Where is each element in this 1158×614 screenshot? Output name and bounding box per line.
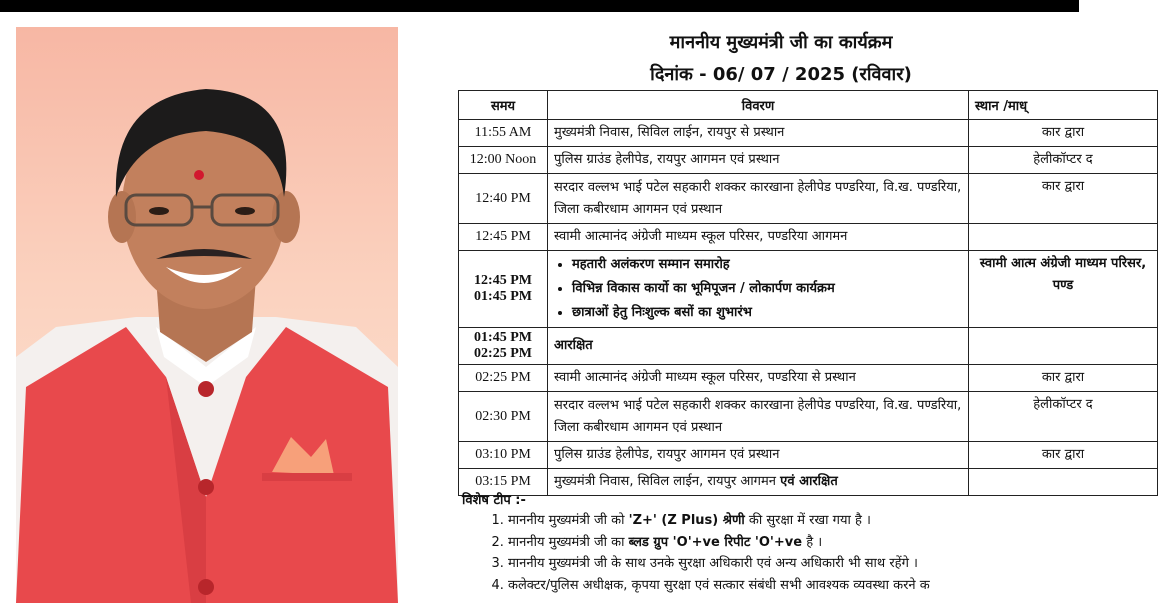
note-text: माननीय मुख्यमंत्री जी को xyxy=(508,513,629,528)
row-description xyxy=(548,469,969,496)
row-time: 02:25 PM xyxy=(459,365,548,392)
row-description: पुलिस ग्राउंड हेलीपेड, रायपुर आगमन एवं प्रस्थान xyxy=(548,147,969,174)
table-header-row xyxy=(459,91,1158,120)
note-item xyxy=(508,532,1128,554)
event-item: • महतारी अलंकरण सम्मान समारोह xyxy=(572,253,962,277)
row-description: मुख्यमंत्री निवास, सिविल लाईन, रायपुर से प्रस्थान xyxy=(548,120,969,147)
note-text: माननीय मुख्यमंत्री जी के साथ उनके सुरक्षा अधिकारी एवं अन्य अधिकारी भी साथ रहेंगे । xyxy=(508,556,918,571)
row-description: आरक्षित xyxy=(548,328,969,365)
notes-list xyxy=(486,510,1128,596)
note-item xyxy=(508,553,1128,575)
row-description: सरदार वल्लभ भाई पटेल सहकारी शक्कर कारखाना हेलीपेड पण्डरिया, वि.ख. पण्डरिया, जिला कबीरधाम आगमन एवं प्रस्थान xyxy=(548,392,969,442)
row-time: 03:10 PM xyxy=(459,442,548,469)
row-time: 02:30 PM xyxy=(459,392,548,442)
table-row xyxy=(459,120,1158,147)
table-row xyxy=(459,224,1158,251)
row-description-text: मुख्यमंत्री निवास, सिविल लाईन, रायपुर आगमन xyxy=(554,474,776,489)
note-bold: 'Z+' (Z Plus) श्रेणी xyxy=(628,513,745,528)
document-date: दिनांक - 06/ 07 / 2025 (रविवार) xyxy=(650,64,912,85)
row-place xyxy=(969,224,1158,251)
row-time: 12:45 PM 01:45 PM xyxy=(459,251,548,328)
table-row xyxy=(459,469,1158,496)
row-time: 11:55 AM xyxy=(459,120,548,147)
note-text: की सुरक्षा में रखा गया है । xyxy=(744,513,871,528)
row-place: कार द्वारा xyxy=(969,120,1158,147)
notes-title: विशेष टीप :- xyxy=(462,493,526,508)
table-row xyxy=(459,365,1158,392)
table-row xyxy=(459,251,1158,328)
row-place: हेलीकॉप्टर द xyxy=(969,147,1158,174)
event-list xyxy=(554,253,962,325)
top-black-bar xyxy=(0,0,1079,12)
note-bold: ब्लड ग्रुप 'O'+ve रिपीट 'O'+ve xyxy=(628,534,803,550)
portrait-photo xyxy=(16,27,398,603)
row-place: हेलीकॉप्टर द xyxy=(969,392,1158,442)
note-item xyxy=(508,510,1128,532)
header-place: स्थान /माध् xyxy=(969,91,1158,120)
table-row xyxy=(459,442,1158,469)
row-time: 03:15 PM xyxy=(459,469,548,496)
table-row xyxy=(459,147,1158,174)
row-place: स्वामी आत्म अंग्रेजी माध्यम परिसर, पण्ड xyxy=(969,251,1158,328)
event-item: • छात्राओं हेतु निःशुल्क बसों का शुभारंभ xyxy=(572,301,962,325)
note-text: है । xyxy=(802,534,823,550)
header-description: विवरण xyxy=(548,91,969,120)
row-place: कार द्वारा xyxy=(969,365,1158,392)
row-time: 12:45 PM xyxy=(459,224,548,251)
table-row xyxy=(459,174,1158,224)
row-description-bold: एवं आरक्षित xyxy=(780,474,838,489)
row-description xyxy=(548,251,969,328)
row-description: सरदार वल्लभ भाई पटेल सहकारी शक्कर कारखाना हेलीपेड पण्डरिया, वि.ख. पण्डरिया, जिला कबीरधाम आगमन एवं प्रस्थान xyxy=(548,174,969,224)
row-time: 01:45 PM 02:25 PM xyxy=(459,328,548,365)
row-place: कार द्वारा xyxy=(969,174,1158,224)
row-place: कार द्वारा xyxy=(969,442,1158,469)
portrait-illustration xyxy=(16,27,398,603)
table-row xyxy=(459,328,1158,365)
row-description: स्वामी आत्मानंद अंग्रेजी माध्यम स्कूल परिसर, पण्डरिया आगमन xyxy=(548,224,969,251)
schedule-document xyxy=(416,14,1147,614)
row-time: 12:40 PM xyxy=(459,174,548,224)
row-place xyxy=(969,328,1158,365)
document-title: माननीय मुख्यमंत्री जी का कार्यक्रम xyxy=(669,32,893,53)
event-item: • विभिन्न विकास कार्यो का भूमिपूजन / लोकार्पण कार्यक्रम xyxy=(572,277,962,301)
table-row xyxy=(459,392,1158,442)
note-text: माननीय मुख्यमंत्री जी का xyxy=(508,534,629,550)
note-text: कलेक्टर/पुलिस अधीक्षक, कृपया सुरक्षा एवं सत्कार संबंधी सभी आवश्यक व्यवस्था करने क xyxy=(508,577,930,593)
schedule-table xyxy=(458,90,1158,496)
note-item xyxy=(508,575,1128,597)
header-time: समय xyxy=(459,91,548,120)
row-place xyxy=(969,469,1158,496)
row-description: पुलिस ग्राउंड हेलीपेड, रायपुर आगमन एवं प्रस्थान xyxy=(548,442,969,469)
row-time: 12:00 Noon xyxy=(459,147,548,174)
row-description: स्वामी आत्मानंद अंग्रेजी माध्यम स्कूल परिसर, पण्डरिया से प्रस्थान xyxy=(548,365,969,392)
